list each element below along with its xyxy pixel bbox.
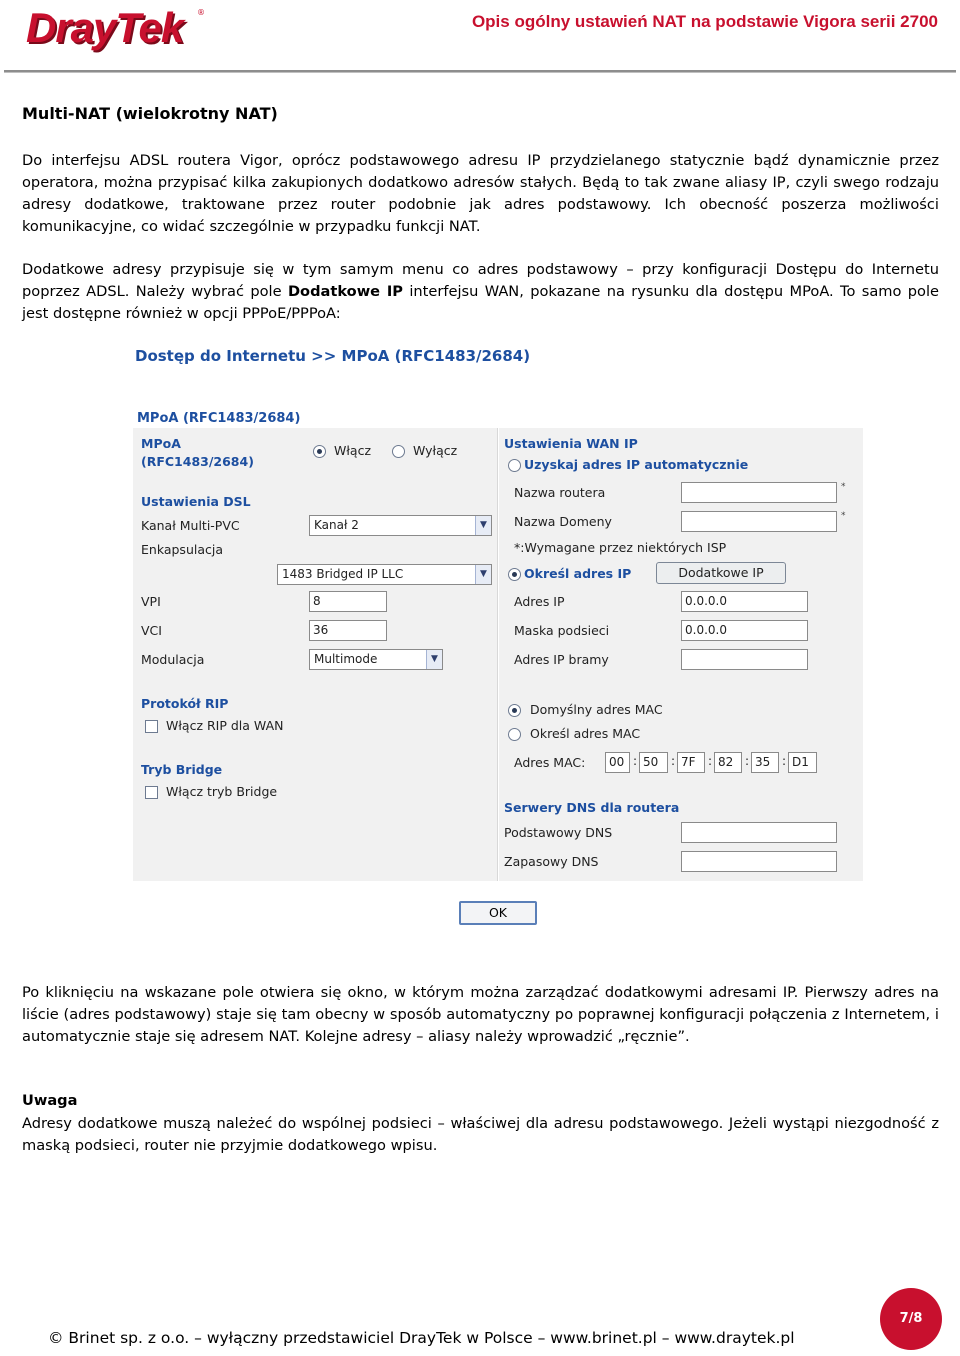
dns2-label: Zapasowy DNS [504, 854, 599, 869]
mpoa-label-rfc: (RFC1483/2684) [141, 454, 254, 469]
rip-checkbox[interactable] [145, 720, 158, 733]
modulation-select-value: Multimode [314, 652, 378, 666]
right-column [499, 428, 863, 881]
extra-ip-button[interactable]: Dodatkowe IP [656, 562, 786, 584]
rip-checkbox-label: Włącz RIP dla WAN [166, 718, 284, 733]
enable-radio[interactable] [313, 445, 326, 458]
domain-label: Nazwa Domeny [514, 514, 612, 529]
left-column [133, 428, 498, 881]
mac-label: Adres MAC: [514, 755, 586, 770]
modulation-label: Modulacja [141, 652, 205, 667]
dns-section-title: Serwery DNS dla routera [504, 800, 680, 815]
bridge-checkbox[interactable] [145, 786, 158, 799]
default-mac-radio[interactable] [508, 704, 521, 717]
header-divider [4, 70, 956, 73]
chevron-down-icon: ▼ [475, 565, 491, 584]
custom-mac-radio[interactable] [508, 728, 521, 741]
document-title: Opis ogólny ustawień NAT na podstawie Vigora serii 2700 [471, 12, 938, 31]
mac-octet-5[interactable]: 35 [751, 752, 779, 773]
enable-label: Włącz [334, 443, 372, 458]
router-name-input[interactable] [681, 482, 837, 503]
pvc-select-value: Kanał 2 [314, 518, 359, 532]
custom-mac-label: Określ adres MAC [530, 726, 641, 741]
vci-label: VCI [141, 623, 162, 638]
auto-ip-radio[interactable] [508, 459, 521, 472]
section-heading: Multi-NAT (wielokrotny NAT) [22, 104, 278, 123]
gateway-input[interactable] [681, 649, 808, 670]
modulation-select[interactable] [309, 649, 443, 670]
paragraph-config [22, 259, 939, 325]
required-star: * [841, 511, 846, 521]
ip-input[interactable]: 0.0.0.0 [681, 591, 808, 612]
dsl-section-title: Ustawienia DSL [141, 494, 251, 509]
mpoa-panel [133, 407, 863, 881]
auto-ip-label: Uzyskaj adres IP automatycznie [524, 457, 749, 472]
static-ip-label: Określ adres IP [524, 566, 632, 581]
note-heading: Uwaga [22, 1092, 78, 1109]
chevron-down-icon: ▼ [426, 650, 442, 669]
required-star: * [841, 482, 846, 492]
wan-section-title: Ustawienia WAN IP [504, 436, 638, 451]
footer-text: © Brinet sp. z o.o. – wyłączny przedstawiciel DrayTek w Polsce – www.brinet.pl – www.draytek.pl [48, 1329, 795, 1347]
gateway-label: Adres IP bramy [514, 652, 609, 667]
paragraph-config-part1: Dodatkowe adresy przypisuje się w tym samym menu co adres podstawowy – przy konfiguracji Dostępu do Internetu poprzez ADSL. Należy wybrać pole [22, 261, 939, 300]
vpi-input[interactable]: 8 [309, 591, 387, 612]
pvc-label: Kanał Multi-PVC [141, 518, 240, 533]
domain-input[interactable] [681, 511, 837, 532]
mac-octet-3[interactable]: 7F [677, 752, 705, 773]
note-text: Adresy dodatkowe muszą należeć do wspólnej podsieci – właściwej dla adresu podstawowego. Jeżeli wystąpi niezgodność z maską podsieci, router nie przyjmie dodatkowego wpisu. [22, 1115, 939, 1154]
paragraph-config-bold: Dodatkowe IP [287, 283, 403, 300]
trademark-mark: ® [197, 8, 205, 17]
disable-radio[interactable] [392, 445, 405, 458]
mac-separator: : [633, 754, 638, 768]
draytek-logo: DrayTek [26, 4, 184, 51]
isp-note: *:Wymagane przez niektórych ISP [514, 540, 727, 555]
encap-label: Enkapsulacja [141, 542, 224, 557]
mac-octet-4[interactable]: 82 [714, 752, 742, 773]
paragraph-intro: Do interfejsu ADSL routera Vigor, oprócz podstawowego adresu IP przydzielanego statycznie bądź dynamicznie przez operatora, można przypisać kilka zakupionych dodatkowo adresów stałych. Będą to tak zwane aliasy IP, czyli swego rodzaju adresy dodatkowe, traktowane przez router podobnie jak adres podstawowy. Ich obecność poszerza możliwości komunikacyjne, co widać szczególnie w przypadku funkcji NAT. [22, 152, 939, 235]
ip-label: Adres IP [514, 594, 565, 609]
panel-caption: MPoA (RFC1483/2684) [137, 411, 301, 426]
mac-octet-2[interactable]: 50 [639, 752, 668, 773]
paragraph-config-part2: interfejsu WAN, pokazane na rysunku dla dostępu MPoA. To samo pole jest dostępne również w opcji PPPoE/PPPoA: [22, 283, 939, 322]
mask-input[interactable]: 0.0.0.0 [681, 620, 808, 641]
disable-label: Wyłącz [413, 443, 458, 458]
encap-select[interactable] [277, 564, 492, 585]
default-mac-label: Domyślny adres MAC [530, 702, 663, 717]
mac-separator: : [782, 754, 787, 768]
dns2-input[interactable] [681, 851, 837, 872]
bridge-checkbox-label: Włącz tryb Bridge [166, 784, 278, 799]
vpi-label: VPI [141, 594, 161, 609]
dns1-label: Podstawowy DNS [504, 825, 613, 840]
bridge-section-title: Tryb Bridge [141, 762, 223, 777]
mac-separator: : [671, 754, 676, 768]
router-page-title: Dostęp do Internetu >> MPoA (RFC1483/2684) [135, 347, 531, 365]
router-name-label: Nazwa routera [514, 485, 606, 500]
page-number-badge: 7/8 [880, 1288, 942, 1350]
static-ip-radio[interactable] [508, 568, 521, 581]
ok-button[interactable]: OK [459, 901, 537, 925]
vci-input[interactable]: 36 [309, 620, 387, 641]
mac-octet-6[interactable]: D1 [788, 752, 817, 773]
rip-section-title: Protokół RIP [141, 696, 229, 711]
mac-octet-1[interactable]: 00 [605, 752, 630, 773]
mask-label: Maska podsieci [514, 623, 610, 638]
paragraph-addresses: Po kliknięciu na wskazane pole otwiera się okno, w którym można zarządzać dodatkowymi adresami IP. Pierwszy adres na liście (adres podstawowy) staje się tam obecny w sposób automatyczny po poprawnej konfiguracji połączenia z Internetem, i automatycznie staje się adresem NAT. Kolejne adresy – aliasy należy wprowadzić „ręcznie”. [22, 984, 939, 1045]
pvc-select[interactable] [309, 515, 492, 536]
dns1-input[interactable] [681, 822, 837, 843]
mpoa-label: MPoA [141, 436, 181, 451]
chevron-down-icon: ▼ [475, 516, 491, 535]
encap-select-value: 1483 Bridged IP LLC [282, 567, 404, 581]
router-screenshot [133, 343, 863, 930]
mac-separator: : [745, 754, 750, 768]
mac-separator: : [708, 754, 713, 768]
